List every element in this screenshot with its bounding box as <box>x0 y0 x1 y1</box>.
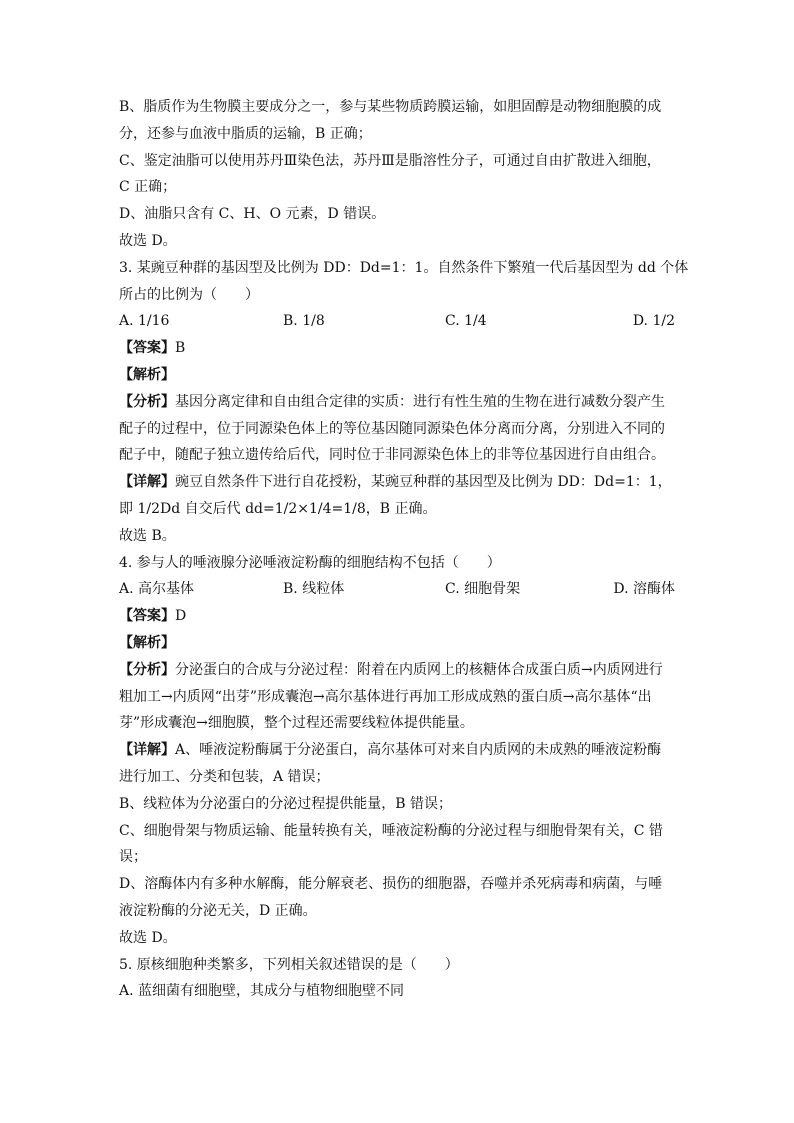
conclusion-line: 故选 D。 <box>119 929 177 946</box>
question-4-options <box>119 576 675 603</box>
answer-value: D <box>175 608 187 625</box>
text-line: C 正确； <box>119 179 177 196</box>
fenxi-text: 分泌蛋白的合成与分泌过程：附着在内质网上的核糖体合成蛋白质→内质网进行 <box>175 661 663 678</box>
detail-line <box>119 737 675 764</box>
text-line: 进行加工、分类和包装，A 错误； <box>119 768 330 785</box>
text-line: C、鉴定油脂可以使用苏丹Ⅲ染色法，苏丹Ⅲ是脂溶性分子，可通过自由扩散进入细胞， <box>119 152 661 169</box>
text-line: B、脂质作为生物膜主要成分之一，参与某些物质跨膜运输，如胆固醇是动物细胞膜的成 <box>119 99 662 115</box>
option-d: D. 溶酶体 <box>613 581 675 598</box>
text-line: D、油脂只含有 C、H、O 元素，D 错误。 <box>119 206 386 223</box>
answer-line <box>119 335 675 362</box>
text-line: 故选 D。 <box>119 232 177 249</box>
question-5-option-a: A. 蓝细菌有细胞壁，其成分与植物细胞壁不同 <box>119 983 405 1000</box>
question-3-options <box>119 308 675 335</box>
option-a: A. 高尔基体 <box>119 581 195 598</box>
analysis-heading <box>119 362 675 389</box>
text-line: C、细胞骨架与物质运输、能量转换有关，唾液淀粉酶的分泌过程与细胞骨架有关，C 错 <box>119 822 663 839</box>
text-line: 粗加工→内质网“出芽”形成囊泡→高尔基体进行再加工形成成熟的蛋白质→高尔基体“出 <box>119 688 652 705</box>
option-b: B. 1/8 <box>283 313 325 330</box>
answer-tag: 【答案】 <box>119 340 175 357</box>
answer-value: B <box>175 340 186 357</box>
text-line: 芽”形成囊泡→细胞膜，整个过程还需要线粒体提供能量。 <box>119 715 474 732</box>
xiangjie-tag: 【详解】 <box>119 742 175 759</box>
option-c: C. 细胞骨架 <box>445 581 521 598</box>
option-d: D. 1/2 <box>632 313 675 330</box>
text-line: D、溶酶体内有多种水解酶，能分解衰老、损伤的细胞器，吞噬并杀死病毒和病菌，与唾 <box>119 876 663 893</box>
xiangjie-text: 豌豆自然条件下进行自花授粉，某豌豆种群的基因型及比例为 DD：Dd=1：1， <box>175 474 672 491</box>
option-b: B. 线粒体 <box>283 581 345 598</box>
text-line: 误； <box>119 849 147 866</box>
text-line: 液淀粉酶的分泌无关，D 正确。 <box>119 902 317 919</box>
answer-line <box>119 603 675 630</box>
xiangjie-tag: 【详解】 <box>119 474 175 491</box>
text-line: 即 1/2Dd 自交后代 dd=1/2×1/4=1/8，B 正确。 <box>119 500 437 517</box>
option-a: A. 1/16 <box>119 313 170 330</box>
analysis-line <box>119 657 675 684</box>
detail-line <box>119 469 675 496</box>
answer-tag: 【答案】 <box>119 608 175 625</box>
analysis-line <box>119 389 675 416</box>
text-line: B、线粒体为分泌蛋白的分泌过程提供能量，B 错误； <box>119 795 453 812</box>
text-line: 配子的过程中，位于同源染色体上的等位基因随同源染色体分离而分离，分别进入不同的 <box>119 420 665 437</box>
question-3-stem-cont: 所占的比例为（ ） <box>119 286 259 303</box>
question-3-stem: 3. 某豌豆种群的基因型及比例为 DD：Dd=1：1。自然条件下繁殖一代后基因型为 dd 个体 <box>119 259 689 276</box>
xiangjie-text: A、唾液淀粉酶属于分泌蛋白，高尔基体可对来自内质网的未成熟的唾液淀粉酶 <box>175 742 662 759</box>
analysis-heading <box>119 630 675 657</box>
question-5-stem: 5. 原核细胞种类繁多，下列相关叙述错误的是（ ） <box>119 956 459 973</box>
document-body <box>119 94 689 1005</box>
text-line: 配子中，随配子独立遗传给后代，同时位于非同源染色体上的非等位基因进行自由组合。 <box>119 447 665 464</box>
analysis-tag: 【解析】 <box>119 366 175 383</box>
fenxi-tag: 【分析】 <box>119 661 175 678</box>
text-line: 分，还参与血液中脂质的运输，B 正确； <box>119 125 372 142</box>
fenxi-tag: 【分析】 <box>119 393 175 410</box>
analysis-tag: 【解析】 <box>119 634 175 651</box>
option-c: C. 1/4 <box>445 313 487 330</box>
question-4-stem: 4. 参与人的唾液腺分泌唾液淀粉酶的细胞结构不包括（ ） <box>119 554 501 571</box>
fenxi-text: 基因分离定律和自由组合定律的实质：进行有性生殖的生物在进行减数分裂产生 <box>175 393 665 410</box>
conclusion-line: 故选 B。 <box>119 527 176 544</box>
